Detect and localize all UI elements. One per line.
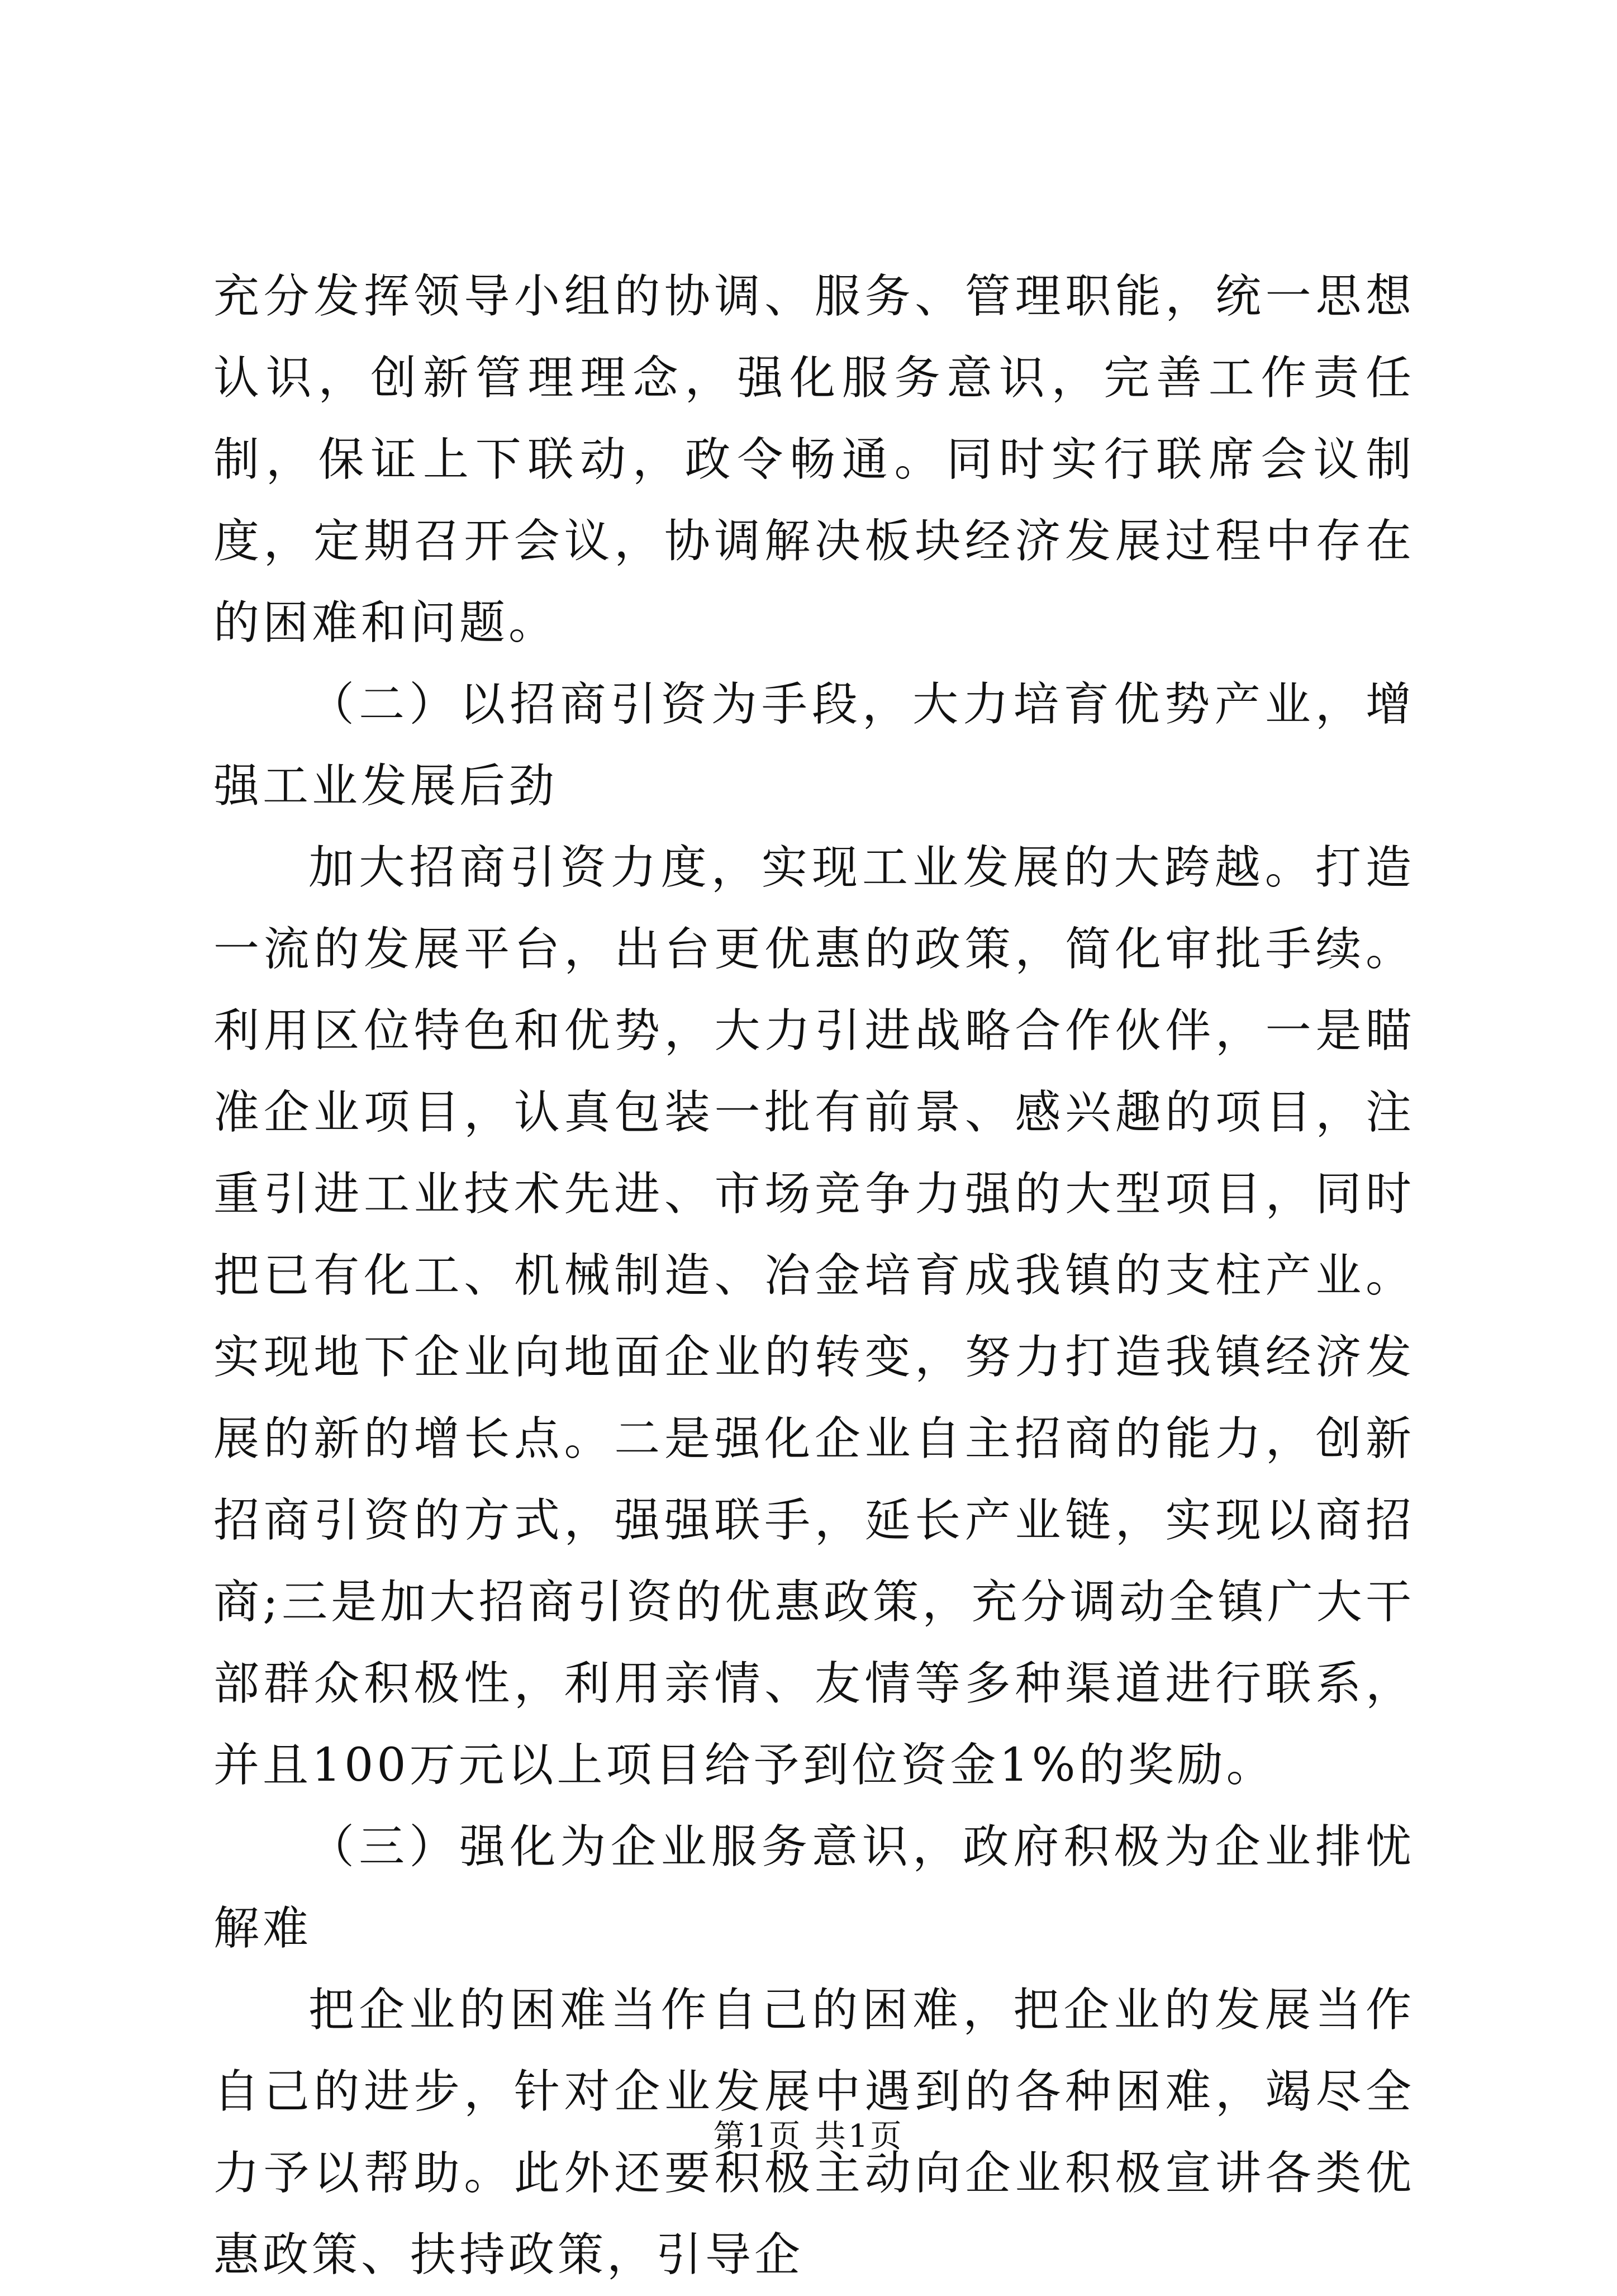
paragraph-3: 把企业的困难当作自己的困难，把企业的发展当作自己的进步，针对企业发展中遇到的各种困难，竭尽全力予以帮助。此外还要积极主动向企业积极宣讲各类优惠政策、扶持政策，引导企: [213, 1984, 1415, 2281]
paragraph-1: 充分发挥领导小组的协调、服务、管理职能，统一思想认识，创新管理理念，强化服务意识，完善工作责任制，保证上下联动，政令畅通。同时实行联席会议制度，定期召开会议，协调解决板块经济发展过程中存在的困难和问题。: [213, 270, 1415, 649]
section-heading-2: （二）以招商引资为手段，大力培育优势产业，增强工业发展后劲: [213, 678, 1415, 813]
page-footer: 第1页 共1页: [713, 2118, 904, 2155]
section-heading-3: （三）强化为企业服务意识，政府积极为企业排忧解难: [213, 1820, 1415, 1955]
document-body: [213, 256, 1415, 2296]
paragraph-2: 加大招商引资力度，实现工业发展的大跨越。打造一流的发展平台，出台更优惠的政策，简化审批手续。利用区位特色和优势，大力引进战略合作伙伴，一是瞄准企业项目，认真包装一批有前景、感兴趣的项目，注重引进工业技术先进、市场竞争力强的大型项目，同时把已有化工、机械制造、冶金培育成我镇的支柱产业。实现地下企业向地面企业的转变，努力打造我镇经济发展的新的增长点。二是强化企业自主招商的能力，创新招商引资的方式，强强联手，延长产业链，实现以商招商;三是加大招商引资的优惠政策，充分调动全镇广大干部群众积极性，利用亲情、友情等多种渠道进行联系，并且100万元以上项目给予到位资金1%的奖励。: [213, 841, 1415, 1792]
